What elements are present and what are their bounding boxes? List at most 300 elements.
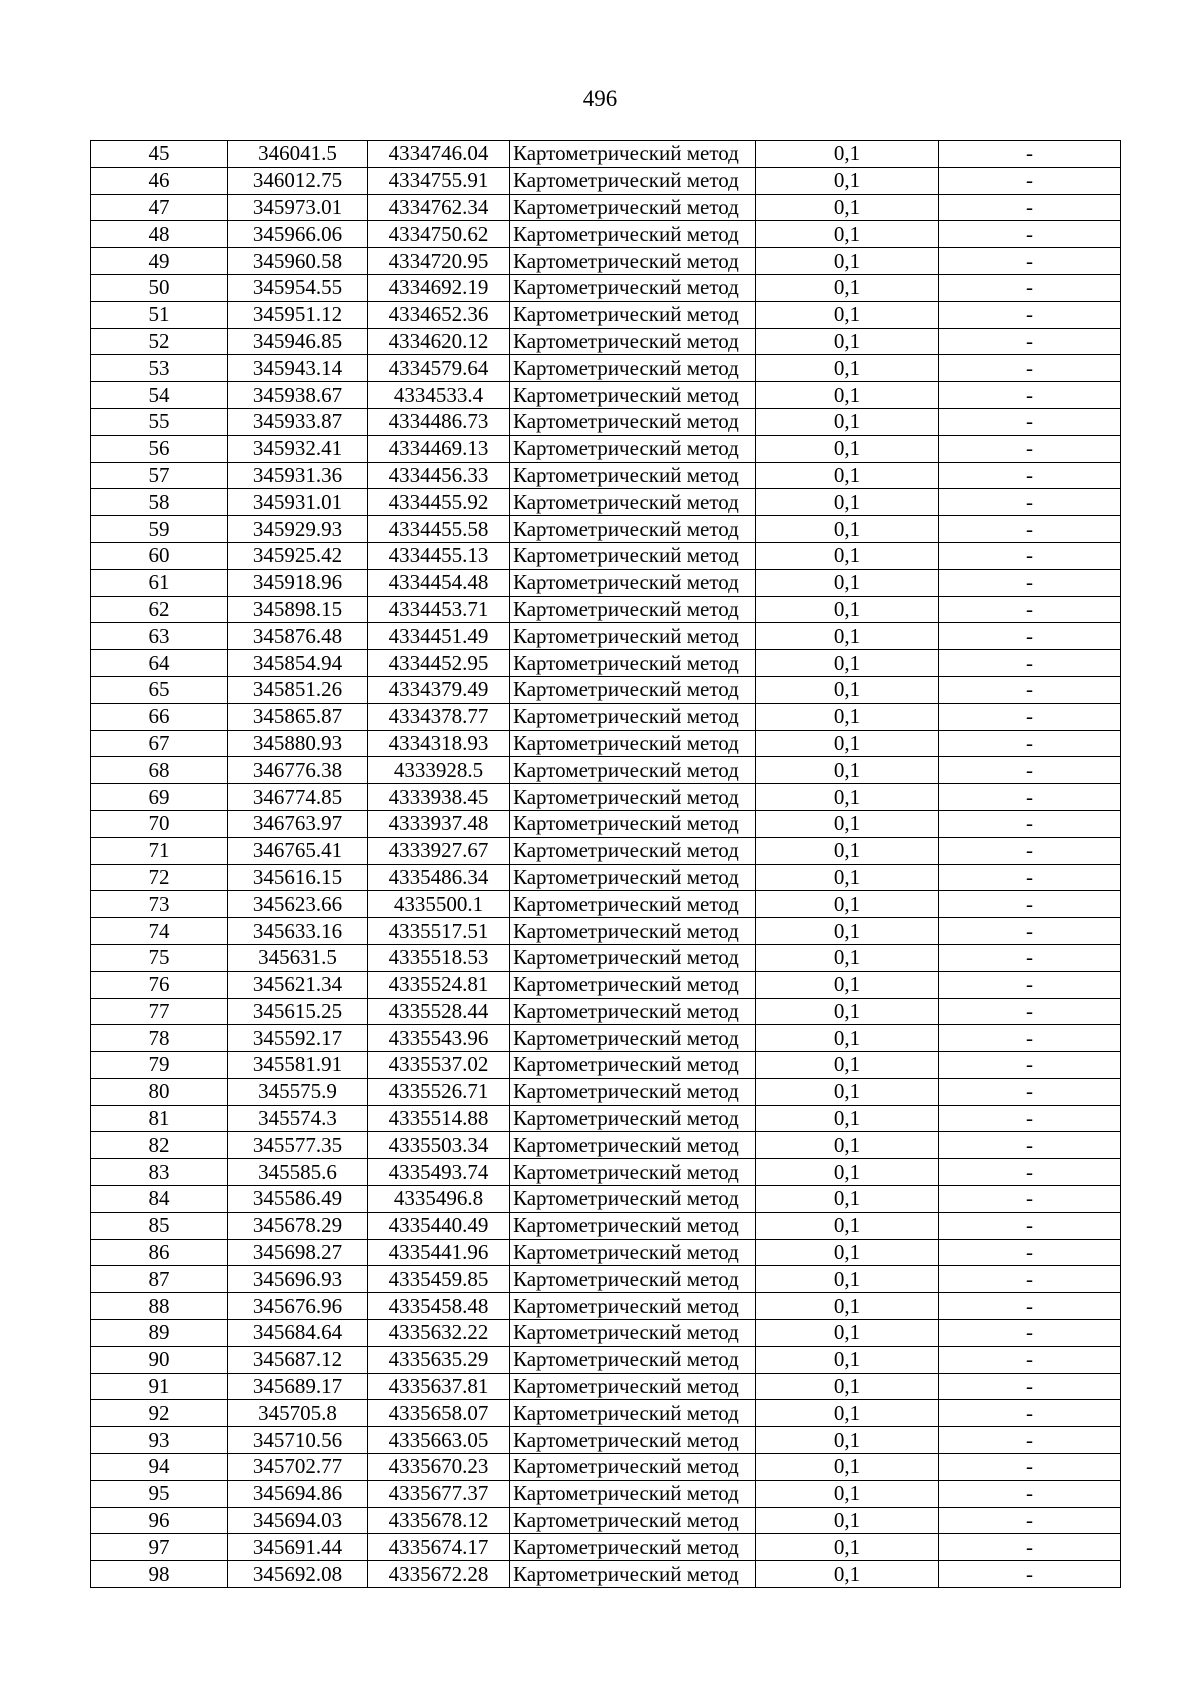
point-number-cell: 66 xyxy=(91,703,228,730)
point-number-cell: 49 xyxy=(91,248,228,275)
y-coordinate-cell: 4333927.67 xyxy=(368,837,510,864)
method-cell: Картометрический метод xyxy=(510,516,756,543)
accuracy-cell: 0,1 xyxy=(756,971,939,998)
y-coordinate-cell: 4335528.44 xyxy=(368,998,510,1025)
table-row xyxy=(91,1025,1121,1052)
note-cell: - xyxy=(939,1105,1121,1132)
note-cell: - xyxy=(939,382,1121,409)
page-number: 496 xyxy=(582,86,618,111)
point-number-cell: 76 xyxy=(91,971,228,998)
accuracy-cell: 0,1 xyxy=(756,1239,939,1266)
note-cell: - xyxy=(939,623,1121,650)
y-coordinate-cell: 4334533.4 xyxy=(368,382,510,409)
accuracy-cell: 0,1 xyxy=(756,141,939,168)
y-coordinate-cell: 4334455.58 xyxy=(368,516,510,543)
y-coordinate-cell: 4335658.07 xyxy=(368,1400,510,1427)
y-coordinate-cell: 4334378.77 xyxy=(368,703,510,730)
method-cell: Картометрический метод xyxy=(510,1159,756,1186)
x-coordinate-cell: 345694.03 xyxy=(228,1507,368,1534)
accuracy-cell: 0,1 xyxy=(756,650,939,677)
point-number-cell: 78 xyxy=(91,1025,228,1052)
point-number-cell: 64 xyxy=(91,650,228,677)
point-number-cell: 85 xyxy=(91,1212,228,1239)
point-number-cell: 70 xyxy=(91,810,228,837)
note-cell: - xyxy=(939,542,1121,569)
note-cell: - xyxy=(939,1427,1121,1454)
y-coordinate-cell: 4335663.05 xyxy=(368,1427,510,1454)
x-coordinate-cell: 345854.94 xyxy=(228,650,368,677)
method-cell: Картометрический метод xyxy=(510,998,756,1025)
accuracy-cell: 0,1 xyxy=(756,623,939,650)
x-coordinate-cell: 345943.14 xyxy=(228,355,368,382)
x-coordinate-cell: 345954.55 xyxy=(228,274,368,301)
accuracy-cell: 0,1 xyxy=(756,1480,939,1507)
method-cell: Картометрический метод xyxy=(510,301,756,328)
x-coordinate-cell: 345623.66 xyxy=(228,891,368,918)
x-coordinate-cell: 345865.87 xyxy=(228,703,368,730)
method-cell: Картометрический метод xyxy=(510,1507,756,1534)
method-cell: Картометрический метод xyxy=(510,730,756,757)
accuracy-cell: 0,1 xyxy=(756,462,939,489)
accuracy-cell: 0,1 xyxy=(756,1105,939,1132)
note-cell: - xyxy=(939,408,1121,435)
accuracy-cell: 0,1 xyxy=(756,1373,939,1400)
point-number-cell: 67 xyxy=(91,730,228,757)
x-coordinate-cell: 346763.97 xyxy=(228,810,368,837)
note-cell: - xyxy=(939,944,1121,971)
point-number-cell: 52 xyxy=(91,328,228,355)
method-cell: Картометрический метод xyxy=(510,221,756,248)
accuracy-cell: 0,1 xyxy=(756,596,939,623)
point-number-cell: 60 xyxy=(91,542,228,569)
table-row xyxy=(91,1320,1121,1347)
x-coordinate-cell: 346012.75 xyxy=(228,167,368,194)
y-coordinate-cell: 4334750.62 xyxy=(368,221,510,248)
accuracy-cell: 0,1 xyxy=(756,1454,939,1481)
accuracy-cell: 0,1 xyxy=(756,757,939,784)
method-cell: Картометрический метод xyxy=(510,1293,756,1320)
note-cell: - xyxy=(939,1239,1121,1266)
accuracy-cell: 0,1 xyxy=(756,274,939,301)
accuracy-cell: 0,1 xyxy=(756,1025,939,1052)
accuracy-cell: 0,1 xyxy=(756,998,939,1025)
accuracy-cell: 0,1 xyxy=(756,810,939,837)
y-coordinate-cell: 4335458.48 xyxy=(368,1293,510,1320)
x-coordinate-cell: 345691.44 xyxy=(228,1534,368,1561)
y-coordinate-cell: 4334318.93 xyxy=(368,730,510,757)
y-coordinate-cell: 4334692.19 xyxy=(368,274,510,301)
x-coordinate-cell: 345678.29 xyxy=(228,1212,368,1239)
point-number-cell: 69 xyxy=(91,784,228,811)
note-cell: - xyxy=(939,1480,1121,1507)
x-coordinate-cell: 345577.35 xyxy=(228,1132,368,1159)
accuracy-cell: 0,1 xyxy=(756,435,939,462)
point-number-cell: 87 xyxy=(91,1266,228,1293)
note-cell: - xyxy=(939,462,1121,489)
table-row xyxy=(91,1212,1121,1239)
point-number-cell: 72 xyxy=(91,864,228,891)
point-number-cell: 63 xyxy=(91,623,228,650)
accuracy-cell: 0,1 xyxy=(756,676,939,703)
accuracy-cell: 0,1 xyxy=(756,703,939,730)
y-coordinate-cell: 4335670.23 xyxy=(368,1454,510,1481)
x-coordinate-cell: 345966.06 xyxy=(228,221,368,248)
table-row xyxy=(91,1373,1121,1400)
note-cell: - xyxy=(939,1373,1121,1400)
table-row xyxy=(91,301,1121,328)
method-cell: Картометрический метод xyxy=(510,784,756,811)
y-coordinate-cell: 4335441.96 xyxy=(368,1239,510,1266)
note-cell: - xyxy=(939,730,1121,757)
point-number-cell: 90 xyxy=(91,1346,228,1373)
method-cell: Картометрический метод xyxy=(510,703,756,730)
note-cell: - xyxy=(939,1561,1121,1588)
method-cell: Картометрический метод xyxy=(510,1373,756,1400)
y-coordinate-cell: 4334579.64 xyxy=(368,355,510,382)
method-cell: Картометрический метод xyxy=(510,141,756,168)
x-coordinate-cell: 345702.77 xyxy=(228,1454,368,1481)
method-cell: Картометрический метод xyxy=(510,1025,756,1052)
method-cell: Картометрический метод xyxy=(510,1266,756,1293)
accuracy-cell: 0,1 xyxy=(756,1400,939,1427)
x-coordinate-cell: 345687.12 xyxy=(228,1346,368,1373)
point-number-cell: 80 xyxy=(91,1078,228,1105)
table-row xyxy=(91,1159,1121,1186)
x-coordinate-cell: 345581.91 xyxy=(228,1052,368,1079)
method-cell: Картометрический метод xyxy=(510,676,756,703)
y-coordinate-cell: 4334762.34 xyxy=(368,194,510,221)
point-number-cell: 56 xyxy=(91,435,228,462)
note-cell: - xyxy=(939,167,1121,194)
point-number-cell: 62 xyxy=(91,596,228,623)
method-cell: Картометрический метод xyxy=(510,1132,756,1159)
accuracy-cell: 0,1 xyxy=(756,1266,939,1293)
note-cell: - xyxy=(939,1400,1121,1427)
x-coordinate-cell: 345710.56 xyxy=(228,1427,368,1454)
x-coordinate-cell: 345696.93 xyxy=(228,1266,368,1293)
y-coordinate-cell: 4333937.48 xyxy=(368,810,510,837)
point-number-cell: 51 xyxy=(91,301,228,328)
table-row xyxy=(91,462,1121,489)
y-coordinate-cell: 4335543.96 xyxy=(368,1025,510,1052)
accuracy-cell: 0,1 xyxy=(756,194,939,221)
method-cell: Картометрический метод xyxy=(510,1078,756,1105)
y-coordinate-cell: 4334451.49 xyxy=(368,623,510,650)
accuracy-cell: 0,1 xyxy=(756,891,939,918)
note-cell: - xyxy=(939,221,1121,248)
method-cell: Картометрический метод xyxy=(510,1561,756,1588)
table-row xyxy=(91,542,1121,569)
method-cell: Картометрический метод xyxy=(510,489,756,516)
note-cell: - xyxy=(939,1052,1121,1079)
x-coordinate-cell: 345925.42 xyxy=(228,542,368,569)
table-row xyxy=(91,864,1121,891)
y-coordinate-cell: 4335503.34 xyxy=(368,1132,510,1159)
table-row xyxy=(91,730,1121,757)
point-number-cell: 45 xyxy=(91,141,228,168)
point-number-cell: 84 xyxy=(91,1186,228,1213)
x-coordinate-cell: 345574.3 xyxy=(228,1105,368,1132)
accuracy-cell: 0,1 xyxy=(756,730,939,757)
method-cell: Картометрический метод xyxy=(510,328,756,355)
method-cell: Картометрический метод xyxy=(510,864,756,891)
note-cell: - xyxy=(939,1346,1121,1373)
y-coordinate-cell: 4335632.22 xyxy=(368,1320,510,1347)
point-number-cell: 81 xyxy=(91,1105,228,1132)
method-cell: Картометрический метод xyxy=(510,810,756,837)
note-cell: - xyxy=(939,301,1121,328)
y-coordinate-cell: 4335459.85 xyxy=(368,1266,510,1293)
x-coordinate-cell: 345946.85 xyxy=(228,328,368,355)
note-cell: - xyxy=(939,1320,1121,1347)
method-cell: Картометрический метод xyxy=(510,1186,756,1213)
note-cell: - xyxy=(939,355,1121,382)
accuracy-cell: 0,1 xyxy=(756,328,939,355)
table-row xyxy=(91,328,1121,355)
table-row xyxy=(91,1132,1121,1159)
y-coordinate-cell: 4335537.02 xyxy=(368,1052,510,1079)
table-row xyxy=(91,248,1121,275)
x-coordinate-cell: 345933.87 xyxy=(228,408,368,435)
method-cell: Картометрический метод xyxy=(510,274,756,301)
point-number-cell: 50 xyxy=(91,274,228,301)
x-coordinate-cell: 346774.85 xyxy=(228,784,368,811)
note-cell: - xyxy=(939,1025,1121,1052)
x-coordinate-cell: 345694.86 xyxy=(228,1480,368,1507)
method-cell: Картометрический метод xyxy=(510,837,756,864)
x-coordinate-cell: 345898.15 xyxy=(228,596,368,623)
x-coordinate-cell: 345616.15 xyxy=(228,864,368,891)
table-row xyxy=(91,274,1121,301)
note-cell: - xyxy=(939,757,1121,784)
table-row xyxy=(91,784,1121,811)
point-number-cell: 68 xyxy=(91,757,228,784)
accuracy-cell: 0,1 xyxy=(756,918,939,945)
table-row xyxy=(91,489,1121,516)
point-number-cell: 96 xyxy=(91,1507,228,1534)
table-row xyxy=(91,1454,1121,1481)
y-coordinate-cell: 4334455.92 xyxy=(368,489,510,516)
coordinates-table-body xyxy=(91,141,1121,1588)
method-cell: Картометрический метод xyxy=(510,1346,756,1373)
point-number-cell: 73 xyxy=(91,891,228,918)
note-cell: - xyxy=(939,918,1121,945)
note-cell: - xyxy=(939,1186,1121,1213)
accuracy-cell: 0,1 xyxy=(756,1186,939,1213)
method-cell: Картометрический метод xyxy=(510,355,756,382)
accuracy-cell: 0,1 xyxy=(756,1561,939,1588)
y-coordinate-cell: 4333938.45 xyxy=(368,784,510,811)
note-cell: - xyxy=(939,891,1121,918)
x-coordinate-cell: 345684.64 xyxy=(228,1320,368,1347)
table-row xyxy=(91,1400,1121,1427)
point-number-cell: 71 xyxy=(91,837,228,864)
method-cell: Картометрический метод xyxy=(510,382,756,409)
y-coordinate-cell: 4335493.74 xyxy=(368,1159,510,1186)
accuracy-cell: 0,1 xyxy=(756,1293,939,1320)
method-cell: Картометрический метод xyxy=(510,596,756,623)
accuracy-cell: 0,1 xyxy=(756,167,939,194)
note-cell: - xyxy=(939,1132,1121,1159)
note-cell: - xyxy=(939,971,1121,998)
accuracy-cell: 0,1 xyxy=(756,1507,939,1534)
table-row xyxy=(91,1561,1121,1588)
point-number-cell: 89 xyxy=(91,1320,228,1347)
method-cell: Картометрический метод xyxy=(510,1427,756,1454)
y-coordinate-cell: 4334452.95 xyxy=(368,650,510,677)
y-coordinate-cell: 4334755.91 xyxy=(368,167,510,194)
table-row xyxy=(91,1427,1121,1454)
table-row xyxy=(91,891,1121,918)
method-cell: Картометрический метод xyxy=(510,918,756,945)
note-cell: - xyxy=(939,1212,1121,1239)
accuracy-cell: 0,1 xyxy=(756,837,939,864)
x-coordinate-cell: 345931.01 xyxy=(228,489,368,516)
point-number-cell: 46 xyxy=(91,167,228,194)
y-coordinate-cell: 4333928.5 xyxy=(368,757,510,784)
y-coordinate-cell: 4335678.12 xyxy=(368,1507,510,1534)
x-coordinate-cell: 345951.12 xyxy=(228,301,368,328)
accuracy-cell: 0,1 xyxy=(756,944,939,971)
point-number-cell: 77 xyxy=(91,998,228,1025)
note-cell: - xyxy=(939,569,1121,596)
table-row xyxy=(91,1186,1121,1213)
x-coordinate-cell: 345621.34 xyxy=(228,971,368,998)
accuracy-cell: 0,1 xyxy=(756,1427,939,1454)
table-row xyxy=(91,355,1121,382)
accuracy-cell: 0,1 xyxy=(756,1159,939,1186)
x-coordinate-cell: 345929.93 xyxy=(228,516,368,543)
x-coordinate-cell: 345938.67 xyxy=(228,382,368,409)
y-coordinate-cell: 4335518.53 xyxy=(368,944,510,971)
accuracy-cell: 0,1 xyxy=(756,784,939,811)
method-cell: Картометрический метод xyxy=(510,1239,756,1266)
table-row xyxy=(91,167,1121,194)
note-cell: - xyxy=(939,1507,1121,1534)
accuracy-cell: 0,1 xyxy=(756,248,939,275)
accuracy-cell: 0,1 xyxy=(756,1212,939,1239)
x-coordinate-cell: 345880.93 xyxy=(228,730,368,757)
method-cell: Картометрический метод xyxy=(510,944,756,971)
point-number-cell: 79 xyxy=(91,1052,228,1079)
x-coordinate-cell: 345918.96 xyxy=(228,569,368,596)
accuracy-cell: 0,1 xyxy=(756,569,939,596)
accuracy-cell: 0,1 xyxy=(756,355,939,382)
accuracy-cell: 0,1 xyxy=(756,1534,939,1561)
y-coordinate-cell: 4335677.37 xyxy=(368,1480,510,1507)
table-row xyxy=(91,1078,1121,1105)
x-coordinate-cell: 345592.17 xyxy=(228,1025,368,1052)
method-cell: Картометрический метод xyxy=(510,757,756,784)
method-cell: Картометрический метод xyxy=(510,194,756,221)
x-coordinate-cell: 345851.26 xyxy=(228,676,368,703)
point-number-cell: 61 xyxy=(91,569,228,596)
note-cell: - xyxy=(939,810,1121,837)
point-number-cell: 98 xyxy=(91,1561,228,1588)
note-cell: - xyxy=(939,194,1121,221)
y-coordinate-cell: 4335524.81 xyxy=(368,971,510,998)
note-cell: - xyxy=(939,516,1121,543)
table-row xyxy=(91,194,1121,221)
table-row xyxy=(91,1105,1121,1132)
point-number-cell: 57 xyxy=(91,462,228,489)
accuracy-cell: 0,1 xyxy=(756,1078,939,1105)
method-cell: Картометрический метод xyxy=(510,408,756,435)
x-coordinate-cell: 345692.08 xyxy=(228,1561,368,1588)
note-cell: - xyxy=(939,1293,1121,1320)
y-coordinate-cell: 4334652.36 xyxy=(368,301,510,328)
point-number-cell: 82 xyxy=(91,1132,228,1159)
point-number-cell: 74 xyxy=(91,918,228,945)
note-cell: - xyxy=(939,1454,1121,1481)
table-row xyxy=(91,810,1121,837)
method-cell: Картометрический метод xyxy=(510,1052,756,1079)
method-cell: Картометрический метод xyxy=(510,650,756,677)
table-row xyxy=(91,918,1121,945)
method-cell: Картометрический метод xyxy=(510,167,756,194)
table-row xyxy=(91,1266,1121,1293)
y-coordinate-cell: 4335637.81 xyxy=(368,1373,510,1400)
method-cell: Картометрический метод xyxy=(510,542,756,569)
table-row xyxy=(91,623,1121,650)
x-coordinate-cell: 346776.38 xyxy=(228,757,368,784)
table-row xyxy=(91,1480,1121,1507)
note-cell: - xyxy=(939,328,1121,355)
accuracy-cell: 0,1 xyxy=(756,1320,939,1347)
point-number-cell: 86 xyxy=(91,1239,228,1266)
point-number-cell: 97 xyxy=(91,1534,228,1561)
point-number-cell: 47 xyxy=(91,194,228,221)
coordinates-table xyxy=(90,140,1121,1588)
x-coordinate-cell: 345586.49 xyxy=(228,1186,368,1213)
y-coordinate-cell: 4335674.17 xyxy=(368,1534,510,1561)
y-coordinate-cell: 4335440.49 xyxy=(368,1212,510,1239)
point-number-cell: 58 xyxy=(91,489,228,516)
method-cell: Картометрический метод xyxy=(510,1534,756,1561)
y-coordinate-cell: 4335635.29 xyxy=(368,1346,510,1373)
note-cell: - xyxy=(939,141,1121,168)
point-number-cell: 88 xyxy=(91,1293,228,1320)
method-cell: Картометрический метод xyxy=(510,1400,756,1427)
method-cell: Картометрический метод xyxy=(510,623,756,650)
y-coordinate-cell: 4335526.71 xyxy=(368,1078,510,1105)
table-row xyxy=(91,676,1121,703)
accuracy-cell: 0,1 xyxy=(756,221,939,248)
point-number-cell: 59 xyxy=(91,516,228,543)
y-coordinate-cell: 4335486.34 xyxy=(368,864,510,891)
point-number-cell: 53 xyxy=(91,355,228,382)
table-row xyxy=(91,998,1121,1025)
table-row xyxy=(91,703,1121,730)
x-coordinate-cell: 345932.41 xyxy=(228,435,368,462)
x-coordinate-cell: 345960.58 xyxy=(228,248,368,275)
method-cell: Картометрический метод xyxy=(510,891,756,918)
accuracy-cell: 0,1 xyxy=(756,1346,939,1373)
method-cell: Картометрический метод xyxy=(510,248,756,275)
y-coordinate-cell: 4334455.13 xyxy=(368,542,510,569)
note-cell: - xyxy=(939,864,1121,891)
method-cell: Картометрический метод xyxy=(510,1212,756,1239)
table-row xyxy=(91,1534,1121,1561)
point-number-cell: 65 xyxy=(91,676,228,703)
x-coordinate-cell: 345689.17 xyxy=(228,1373,368,1400)
table-row xyxy=(91,569,1121,596)
x-coordinate-cell: 345615.25 xyxy=(228,998,368,1025)
point-number-cell: 83 xyxy=(91,1159,228,1186)
table-row xyxy=(91,650,1121,677)
note-cell: - xyxy=(939,435,1121,462)
x-coordinate-cell: 345705.8 xyxy=(228,1400,368,1427)
